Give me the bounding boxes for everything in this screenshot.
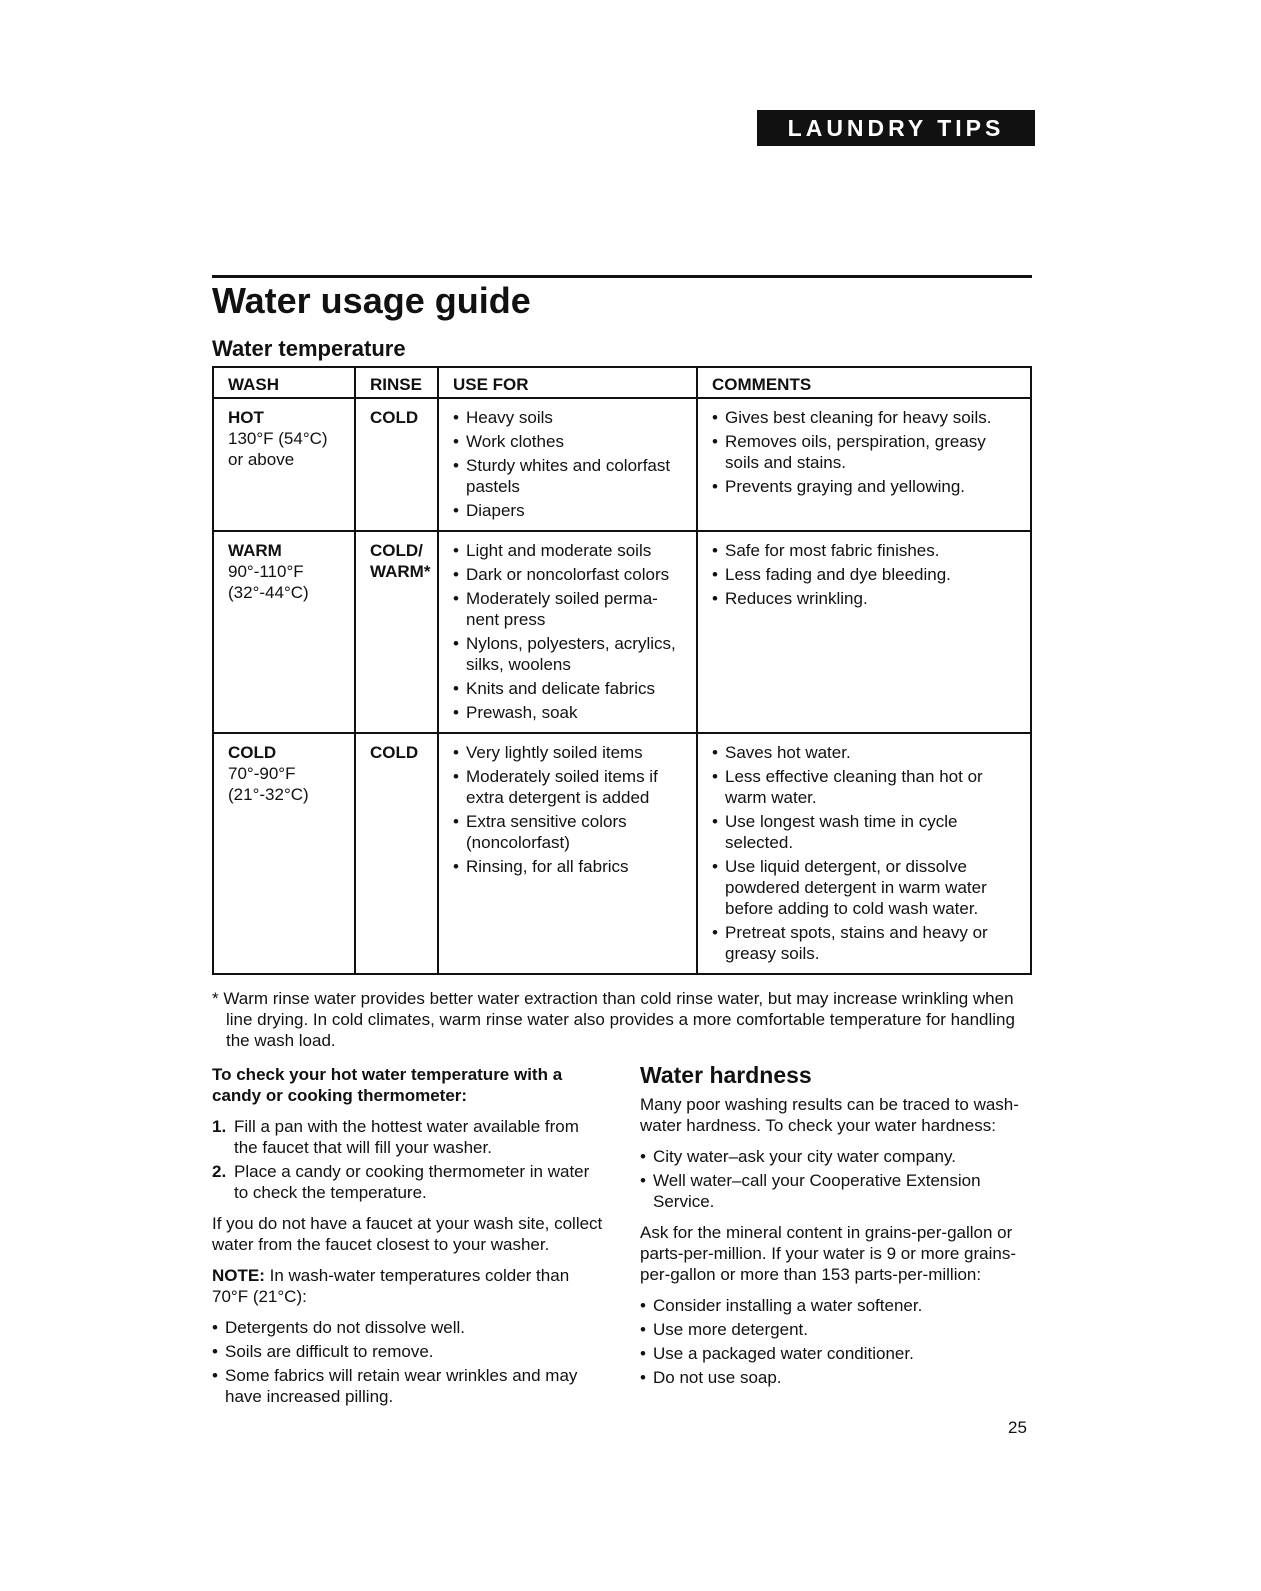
comment-item: • Prevents graying and yellowing. — [712, 476, 1024, 497]
note-item: • Detergents do not dissolve well. — [212, 1317, 607, 1338]
use-for-item: • Nylons, polyesters, acrylics, silks, woolens — [453, 633, 690, 675]
step-number: 2. — [212, 1162, 227, 1181]
check-temperature-section — [212, 1064, 607, 1410]
table-header-row — [213, 367, 1031, 398]
wash-cell — [213, 733, 355, 974]
wash-cell — [213, 398, 355, 531]
table-body — [213, 398, 1031, 974]
comment-item: • Less fading and dye bleeding. — [712, 564, 1024, 585]
use-for-cell — [438, 733, 697, 974]
comments-list — [712, 540, 1024, 609]
hardness-action-item: • Use a packaged water conditioner. — [640, 1343, 1032, 1364]
note-item: • Some fabrics will retain wear wrinkles and may have increased pilling. — [212, 1365, 607, 1407]
column-header-rinse: RINSE — [355, 367, 438, 398]
title-rule — [212, 275, 1032, 278]
use-for-item: • Light and moderate soils — [453, 540, 690, 561]
use-for-item: • Very lightly soiled items — [453, 742, 690, 763]
column-header-comments: COMMENTS — [697, 367, 1031, 398]
check-temperature-steps — [212, 1116, 607, 1203]
comment-item: • Pretreat spots, stains and heavy or greasy soils. — [712, 922, 1024, 964]
comment-item: • Removes oils, perspiration, greasy soils and stains. — [712, 431, 1024, 473]
comment-item: • Less effective cleaning than hot or warm water. — [712, 766, 1024, 808]
comments-cell — [697, 733, 1031, 974]
mineral-content-paragraph: Ask for the mineral content in grains-per-gallon or parts-per-million. If your water is 9 or more grains-per-gallon or more than 153 parts-per-million: — [640, 1223, 1017, 1284]
section-tab: LAUNDRY TIPS — [757, 110, 1035, 146]
comment-item: • Gives best cleaning for heavy soils. — [712, 407, 1024, 428]
hardness-action-item: • Do not use soap. — [640, 1367, 1032, 1388]
hardness-intro: Many poor washing results can be traced to wash-water hardness. To check your water hardness: — [640, 1095, 1019, 1135]
page-number: 25 — [1008, 1418, 1027, 1437]
note-list — [212, 1317, 607, 1407]
faucet-paragraph: If you do not have a faucet at your wash site, collect water from the faucet closest to your washer. — [212, 1214, 603, 1254]
rinse-cell — [355, 398, 438, 531]
use-for-item: • Extra sensitive colors (noncolorfast) — [453, 811, 690, 853]
use-for-item: • Moderately soiled perma-nent press — [453, 588, 690, 630]
hardness-check-item: • City water–ask your city water company. — [640, 1146, 1032, 1167]
step-text: Place a candy or cooking thermometer in water to check the temperature. — [234, 1162, 590, 1202]
hardness-check-list — [640, 1146, 1032, 1212]
use-for-cell — [438, 398, 697, 531]
comment-item: • Saves hot water. — [712, 742, 1024, 763]
use-for-list — [453, 540, 690, 723]
comments-list — [712, 742, 1024, 964]
comment-item: • Use liquid detergent, or dissolve powdered detergent in warm water before adding to cold wash water. — [712, 856, 1024, 919]
step-item — [212, 1161, 607, 1203]
rinse-cell — [355, 733, 438, 974]
hardness-action-item: • Consider installing a water softener. — [640, 1295, 1032, 1316]
wash-temperature-name: COLD — [228, 743, 277, 762]
rinse-cell — [355, 531, 438, 733]
use-for-item: • Prewash, soak — [453, 702, 690, 723]
water-temperature-table — [212, 366, 1032, 975]
comments-cell — [697, 398, 1031, 531]
step-number: 1. — [212, 1117, 227, 1136]
use-for-list — [453, 407, 690, 521]
section-subtitle: Water temperature — [212, 336, 406, 361]
wash-temperature-range: 130°F (54°C) — [228, 429, 328, 448]
use-for-cell — [438, 531, 697, 733]
use-for-list — [453, 742, 690, 877]
hardness-action-item: • Use more detergent. — [640, 1319, 1032, 1340]
table-row — [213, 398, 1031, 531]
use-for-item: • Heavy soils — [453, 407, 690, 428]
check-temperature-heading: To check your hot water temperature with a candy or cooking thermometer: — [212, 1065, 563, 1105]
wash-temperature-range: or above — [228, 450, 295, 469]
step-text: Fill a pan with the hottest water available from the faucet that will fill your washer. — [234, 1117, 579, 1157]
wash-temperature-range: (21°-32°C) — [228, 785, 309, 804]
column-header-wash: WASH — [213, 367, 355, 398]
wash-temperature-range: 90°-110°F — [228, 562, 304, 581]
use-for-item: • Rinsing, for all fabrics — [453, 856, 690, 877]
use-for-item: • Dark or noncolorfast colors — [453, 564, 690, 585]
note-label: NOTE: — [212, 1266, 265, 1285]
table-row — [213, 531, 1031, 733]
hardness-action-list — [640, 1295, 1032, 1388]
water-hardness-heading: Water hardness — [640, 1062, 812, 1088]
note-text: In wash-water temperatures colder than 70°F (21°C): — [212, 1266, 570, 1306]
use-for-item: • Knits and delicate fabrics — [453, 678, 690, 699]
comment-item: • Safe for most fabric finishes. — [712, 540, 1024, 561]
table-row — [213, 733, 1031, 974]
wash-temperature-range: 70°-90°F — [228, 764, 296, 783]
note-item: • Soils are difficult to remove. — [212, 1341, 607, 1362]
wash-temperature-range: (32°-44°C) — [228, 583, 309, 602]
rinse-temperature: COLD/ — [370, 541, 423, 560]
rinse-temperature: COLD — [370, 743, 419, 762]
comments-list — [712, 407, 1024, 497]
note-paragraph — [212, 1265, 607, 1307]
wash-temperature-name: HOT — [228, 408, 264, 427]
use-for-item: • Moderately soiled items if extra detergent is added — [453, 766, 690, 808]
use-for-item: • Diapers — [453, 500, 690, 521]
use-for-item: • Sturdy whites and colorfast pastels — [453, 455, 690, 497]
comments-cell — [697, 531, 1031, 733]
comment-item: • Reduces wrinkling. — [712, 588, 1024, 609]
rinse-temperature: COLD — [370, 408, 419, 427]
column-header-use-for: USE FOR — [438, 367, 697, 398]
comment-item: • Use longest wash time in cycle selected. — [712, 811, 1024, 853]
footnote: * Warm rinse water provides better water extraction than cold rinse water, but may increase wrinkling when line drying. In cold climates, warm rinse water also provides a more comfortable temperature for handling the wash load. — [212, 989, 1015, 1050]
rinse-temperature: WARM* — [370, 562, 431, 581]
wash-cell — [213, 531, 355, 733]
hardness-check-item: • Well water–call your Cooperative Extension Service. — [640, 1170, 1032, 1212]
use-for-item: • Work clothes — [453, 431, 690, 452]
page-title: Water usage guide — [212, 280, 531, 321]
water-hardness-section — [640, 1062, 1032, 1391]
wash-temperature-name: WARM — [228, 541, 282, 560]
step-item — [212, 1116, 607, 1158]
